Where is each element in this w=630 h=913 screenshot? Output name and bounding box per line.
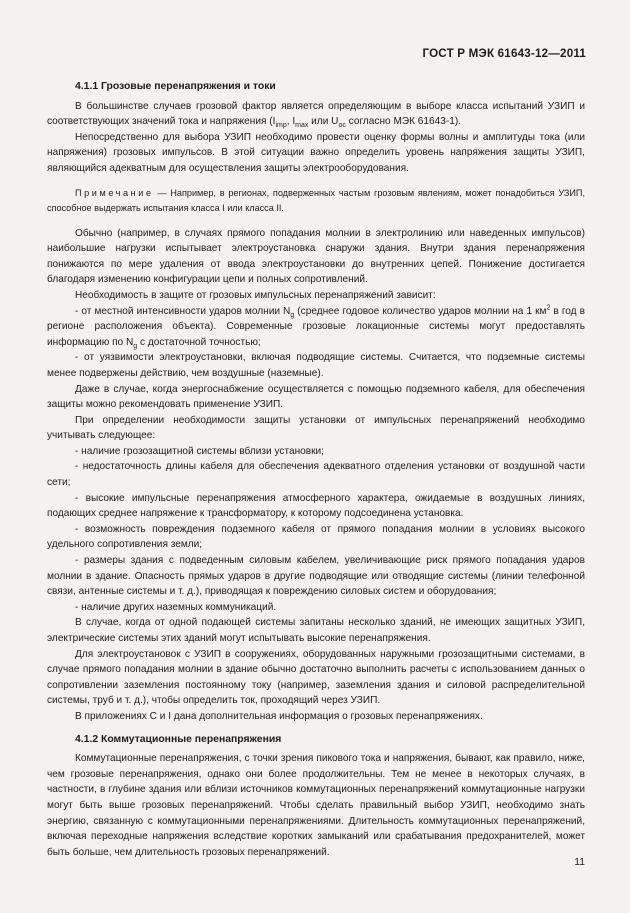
paragraph: Непосредственно для выбора УЗИП необходимо провести оценку формы волны и амплитуды тока (или напряжения) грозовых импульсов. В этой ситуации важно определить уровень напряжения защиты УЗИП, являющийся адекватным для осуществления защиты электрооборудования.	[47, 131, 585, 174]
paragraph: Обычно (например, в случаях прямого попадания молнии в электролинию или наведенных импульсов) наибольшие нагрузки испытывает электроустановка снаружи здания. Внутри здания перенапряжения понижаются по мере удаления от ввода электроустановки до внутренних цепей. Понижение достигается благодаря изменению конфигурации цепи и полных сопротивлений.	[47, 227, 585, 286]
section-title-4-1-2: 4.1.2 Коммутационные перенапряжения	[75, 733, 282, 745]
list-item: - недостаточность длины кабеля для обеспечения адекватного отделения установки от воздушной части сети;	[47, 461, 585, 489]
list-item: - от местной интенсивности ударов молнии $N_g$ (среднее годовое количество ударов молнии на 1 $км^2$ в год в регионе расположения объекта). Современные грозовые локационные системы могут предоставлять информацию по $N_g$ с достаточной точностью;	[47, 304, 585, 350]
standard-header: ГОСТ Р МЭК 61643-12—2011	[422, 47, 586, 60]
note-label: Примечание	[75, 187, 154, 198]
paragraph: В большинстве случаев грозовой фактор является определяющим в выборе класса испытаний УЗИП и соответствующих значений тока и напряжения ($I_{imp}$, $I_{max}$ или $U_{oc}$ согласно МЭК 61643-1).	[47, 100, 585, 130]
paragraph: Даже в случае, когда энергоснабжение осуществляется с помощью подземного кабеля, для обеспечения защиты можно рекомендовать применение УЗИП.	[47, 383, 585, 411]
note: Примечание — Например, в регионах, подверженных частым грозовым явлениям, может понадобиться УЗИП, способное выдержать испытания класса I или класса II.	[47, 187, 585, 213]
page-number: 11	[574, 857, 585, 868]
paragraph: В случае, когда от одной подающей системы запитаны несколько зданий, не имеющих защитных УЗИП, электрические системы этих зданий могут испытывать высокие перенапряжения.	[47, 617, 585, 644]
paragraph: В приложениях С и I дана дополнительная информация о грозовых перенапряжениях.	[75, 710, 483, 722]
list-item: - наличие грозозащитной системы вблизи установки;	[75, 445, 324, 457]
page-content	[47, 76, 585, 860]
list-item: - возможность повреждения подземного кабеля от прямого попадания молнии в условиях высокого удельного сопротивления земли;	[47, 523, 585, 551]
list-item: - размеры здания с подведенным силовым кабелем, увеличивающие риск прямого попадания ударов молнии в здание. Опасность прямых ударов в другие подводящие или отводящие системы (линии телефонной связи, антенные системы и т. д.), приводящая к повреждению силовых систем и оборудования;	[47, 555, 585, 598]
list-item: - наличие других наземных коммуникаций.	[75, 601, 277, 613]
paragraph: Необходимость в защите от грозовых импульсных перенапряжений зависит:	[75, 289, 436, 301]
paragraph: При определении необходимости защиты установки от импульсных перенапряжений необходимо учитывать следующее:	[47, 414, 585, 442]
list-item: - высокие импульсные перенапряжения атмосферного характера, ожидаемые в воздушных линиях, подающих среднее напряжение к трансформатору, к которому подсоединена установка.	[47, 492, 585, 520]
section-title-4-1-1: 4.1.1 Грозовые перенапряжения и токи	[75, 81, 276, 92]
paragraph: Коммутационные перенапряжения, с точки зрения пикового тока и напряжения, бывают, как правило, ниже, чем грозовые перенапряжения, однако они более продолжительны. Тем не менее в некоторых случаях, в частности, в глубине здания или вблизи источников коммутационных перенапряжений коммутационные нагрузки могут быть выше грозовых перенапряжений. Чтобы сделать правильный выбор УЗИП, необходимо знать энергию, связанную с коммутационными перенапряжениями. Длительность коммутационных перенапряжений, включая переходные напряжения вследствие коротких замыканий или срабатывания предохранителей, может быть больше, чем длительность грозовых перенапряжений.	[47, 753, 585, 858]
list-item: - от уязвимости электроустановки, включая подводящие системы. Считается, что подземные системы менее подвержены действию, чем воздушные (наземные).	[47, 352, 585, 379]
paragraph: Для электроустановок с УЗИП в сооружениях, оборудованных наружными грозозащитными системами, в случае прямого попадания молнии в здание обычно достаточно выполнить расчеты с использованием данных о сопротивлении заземления постоянному току (например, заземления здания и силовой распределительной системы, труб и т. д.), чтобы определить ток, проходящий через УЗИП.	[47, 648, 585, 707]
